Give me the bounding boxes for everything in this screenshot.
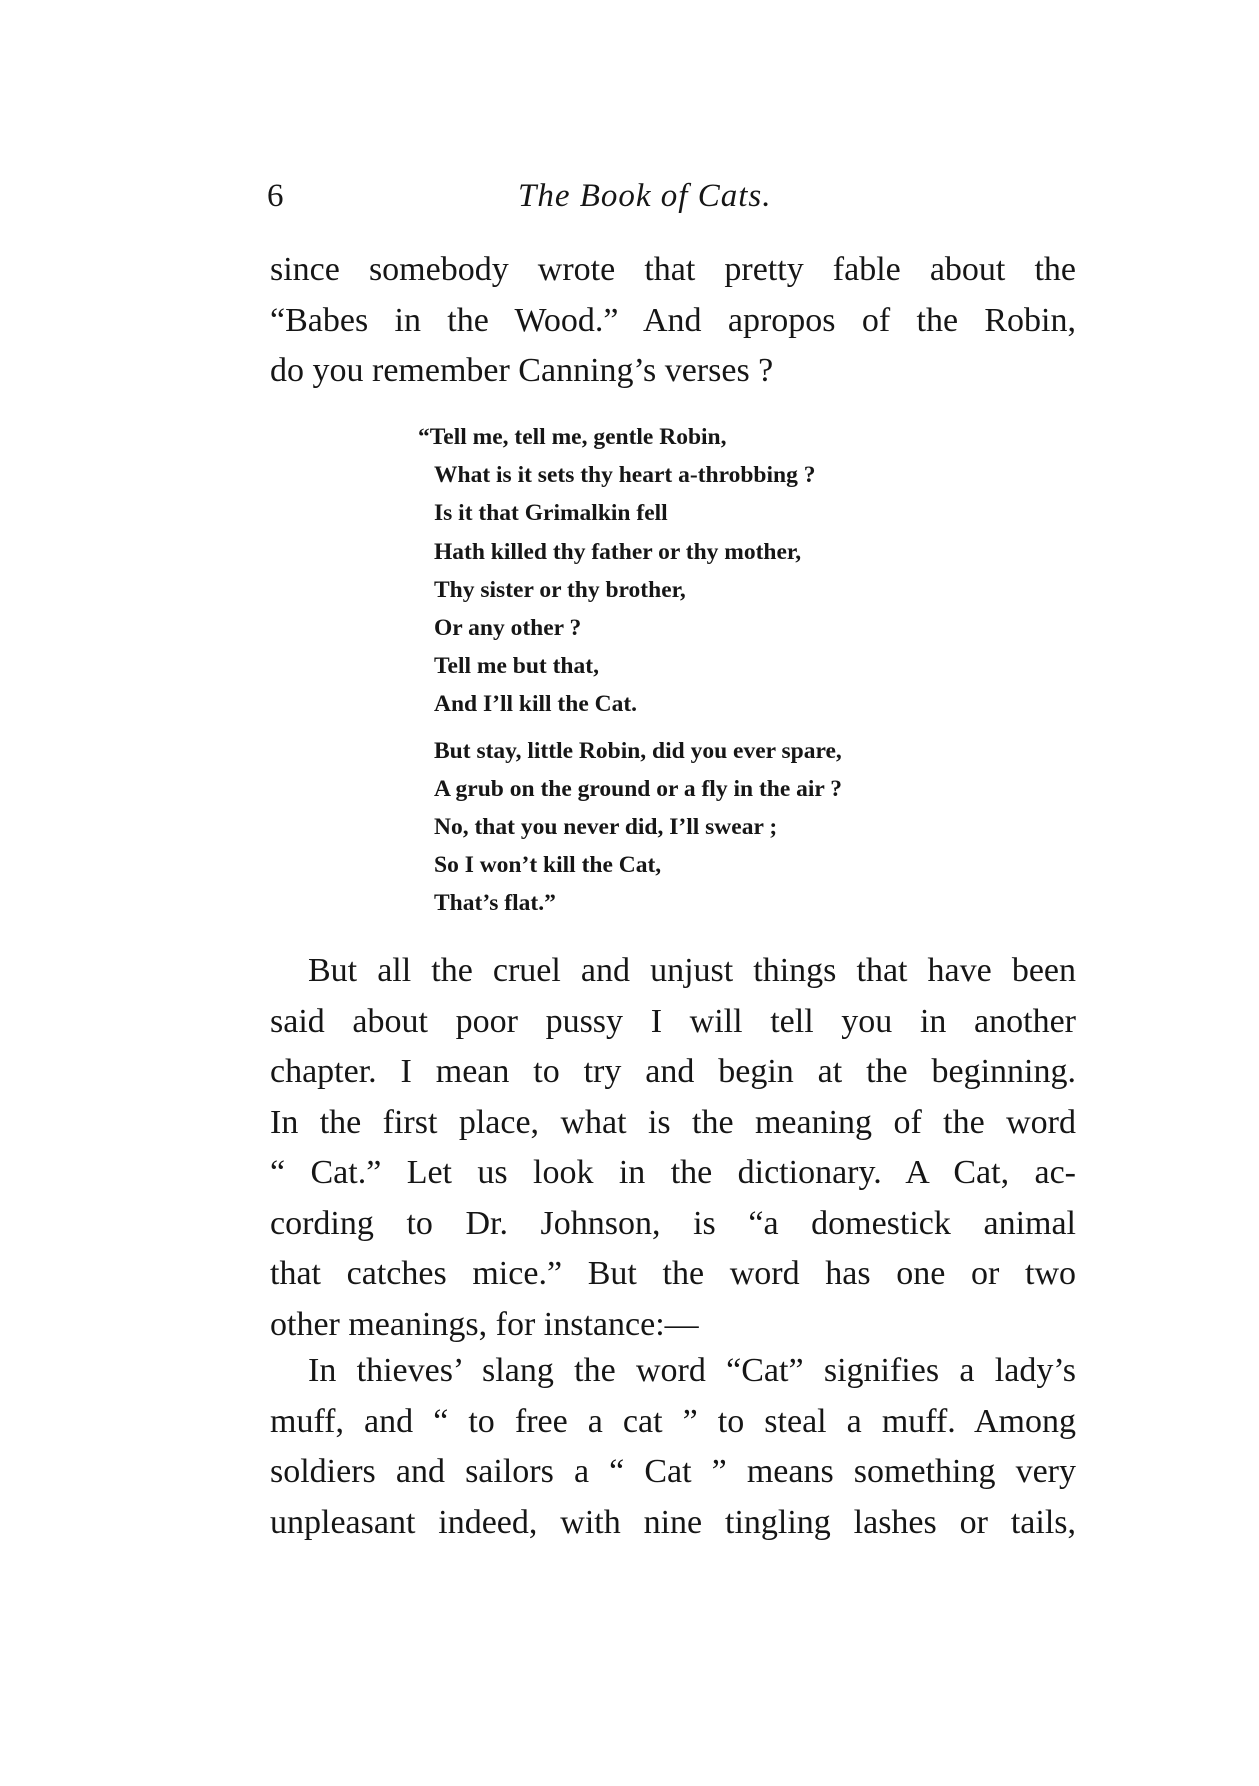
poem-line: “Tell me, tell me, gentle Robin, (418, 424, 727, 450)
poem-line: So I won’t kill the Cat, (434, 852, 662, 879)
paragraph-2 (270, 946, 1076, 1350)
poem-line: Is it that Grimalkin fell (434, 500, 668, 527)
poem-line: What is it sets thy heart a-throbbing ? (434, 462, 816, 489)
text-line: But all the cruel and unjust things that have been (308, 952, 1076, 989)
text-line: soldiers and sailors a “ Cat ” means something very (270, 1453, 1076, 1490)
poem-line: But stay, little Robin, did you ever spare, (434, 737, 842, 764)
poem-line: Hath killed thy father or thy mother, (434, 538, 802, 565)
paragraph-1 (270, 245, 1076, 397)
poem-line: Tell me but that, (434, 653, 599, 680)
poem-line: A grub on the ground or a fly in the air ? (434, 775, 843, 802)
text-line: cording to Dr. Johnson, is “a domestick animal (270, 1204, 1076, 1242)
running-title: The Book of Cats. (518, 178, 772, 214)
text-line: since somebody wrote that pretty fable about the (270, 251, 1076, 288)
text-line: said about poor pussy I will tell you in another (270, 1002, 1076, 1040)
text-line: In thieves’ slang the word “Cat” signifies a lady’s (308, 1352, 1076, 1389)
stanza-break (418, 724, 842, 732)
poem-line: No, that you never did, I’ll swear ; (434, 814, 778, 841)
poem-quotation (418, 418, 842, 923)
text-line: chapter. I mean to try and begin at the beginning. (270, 1053, 1076, 1090)
paragraph-3 (270, 1346, 1076, 1548)
poem-line: And I’ll kill the Cat. (434, 691, 638, 718)
text-line: “ Cat.” Let us look in the dictionary. A Cat, ac- (270, 1154, 1076, 1191)
text-line: “Babes in the Wood.” And apropos of the Robin, (270, 301, 1076, 339)
poem-line: That’s flat.” (434, 890, 556, 917)
text-line: unpleasant indeed, with nine tingling lashes or tails, (270, 1503, 1076, 1541)
poem-line: Or any other ? (434, 615, 582, 642)
text-line: other meanings, for instance:— (270, 1305, 699, 1343)
page-number: 6 (267, 178, 284, 214)
text-line: muff, and “ to free a cat ” to steal a muff. Among (270, 1402, 1076, 1440)
text-line: do you remember Canning’s verses ? (270, 352, 774, 389)
text-line: that catches mice.” But the word has one or two (270, 1255, 1076, 1292)
poem-line: Thy sister or thy brother, (434, 576, 686, 603)
text-line: In the first place, what is the meaning of the word (270, 1103, 1076, 1141)
